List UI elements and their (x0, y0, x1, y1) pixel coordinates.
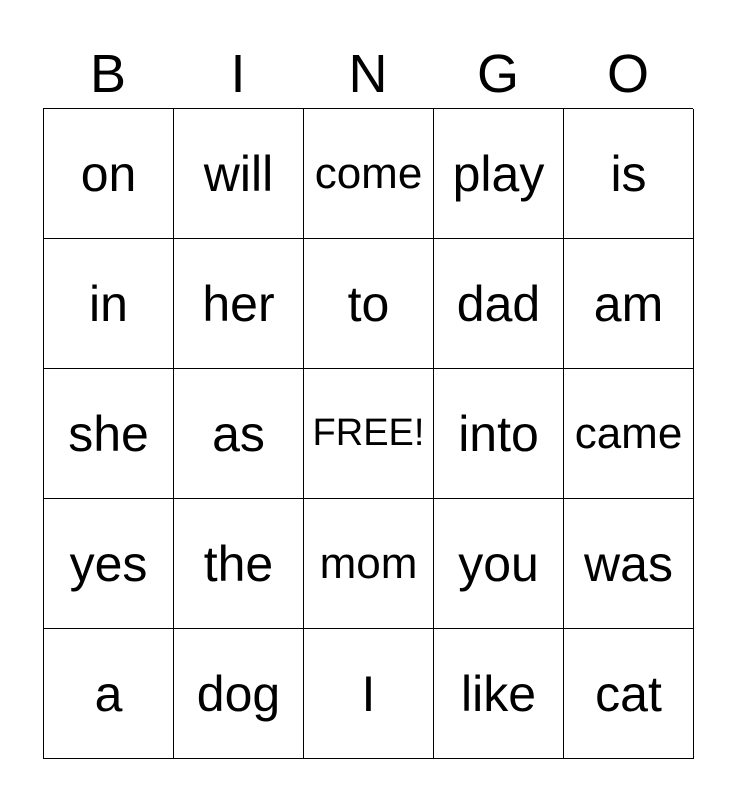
bingo-grid (43, 108, 693, 759)
header-letter-g: G (476, 44, 519, 104)
bingo-cell[interactable]: a (44, 629, 174, 759)
bingo-cell[interactable]: I (304, 629, 434, 759)
bingo-cell[interactable]: will (174, 109, 304, 239)
bingo-header (43, 40, 693, 108)
bingo-cell[interactable]: her (174, 239, 304, 369)
bingo-cell[interactable]: as (174, 369, 304, 499)
bingo-cell[interactable]: come (304, 109, 434, 239)
header-letter-i: I (230, 44, 246, 104)
bingo-cell[interactable]: into (434, 369, 564, 499)
bingo-cell[interactable]: mom (304, 499, 434, 629)
bingo-cell[interactable]: play (434, 109, 564, 239)
bingo-cell[interactable]: came (564, 369, 694, 499)
bingo-cell[interactable]: in (44, 239, 174, 369)
bingo-cell[interactable]: cat (564, 629, 694, 759)
bingo-cell[interactable]: like (434, 629, 564, 759)
bingo-cell[interactable]: to (304, 239, 434, 369)
bingo-cell[interactable]: you (434, 499, 564, 629)
bingo-cell[interactable]: is (564, 109, 694, 239)
bingo-cell[interactable]: dad (434, 239, 564, 369)
bingo-cell[interactable]: dog (174, 629, 304, 759)
bingo-card (43, 40, 693, 759)
bingo-cell[interactable]: yes (44, 499, 174, 629)
header-letter-n: N (348, 44, 388, 104)
bingo-cell[interactable]: on (44, 109, 174, 239)
bingo-cell[interactable]: was (564, 499, 694, 629)
bingo-cell[interactable]: the (174, 499, 304, 629)
free-space-cell[interactable]: FREE! (304, 369, 434, 499)
header-letter-o: O (606, 44, 649, 104)
header-letter-b: B (89, 44, 127, 104)
bingo-cell[interactable]: am (564, 239, 694, 369)
bingo-cell[interactable]: she (44, 369, 174, 499)
